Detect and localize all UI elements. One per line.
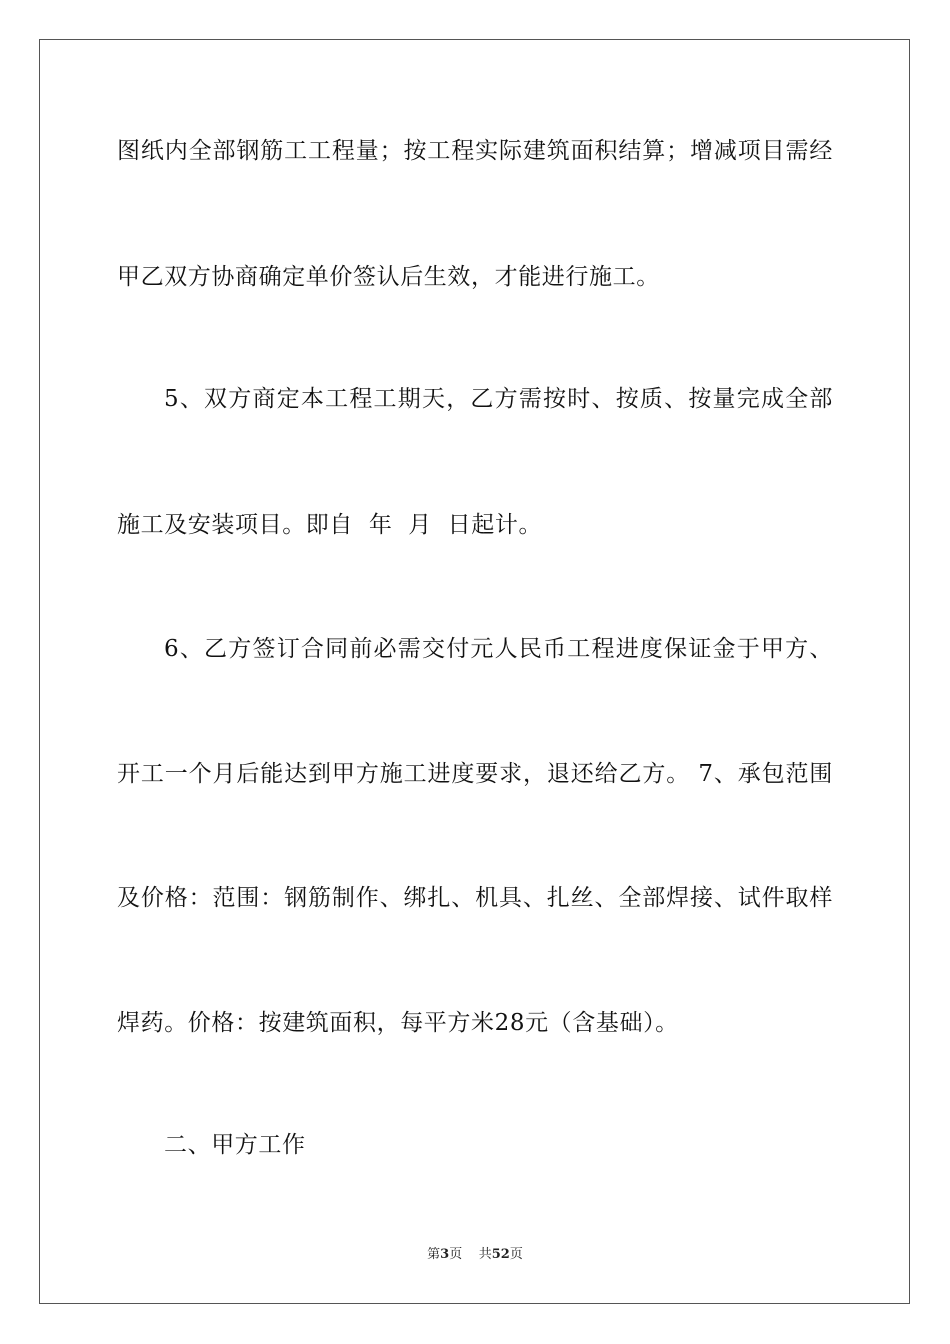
footer-total-suffix: 页 (509, 1247, 523, 1262)
footer-page-prefix: 第 (427, 1247, 441, 1262)
clause-6-line-2: 开工一个月后能达到甲方施工进度要求，退还给乙方。 7、承包范围 (117, 761, 833, 787)
footer-total-pages: 52 (491, 1247, 510, 1262)
paragraph-line-2: 甲乙双方协商确定单价签认后生效，才能进行施工。 (117, 264, 660, 290)
clause-5-line-2: 施工及安装项目。即自 年 月 日起计。 (117, 512, 543, 538)
clause-5-line-1: 5、双方商定本工程工期天，乙方需按时、按质、按量完成全部 (164, 386, 833, 412)
footer-page-suffix: 页 (449, 1247, 463, 1262)
clause-6-line-1: 6、乙方签订合同前必需交付元人民币工程进度保证金于甲方、 (164, 636, 833, 662)
footer-page-number: 3 (440, 1247, 450, 1262)
section-heading-party-a-work: 二、甲方工作 (164, 1132, 306, 1158)
page-frame (39, 39, 910, 1304)
clause-7-line-1: 及价格：范围：钢筋制作、绑扎、机具、扎丝、全部焊接、试件取样 (117, 885, 833, 911)
clause-7-line-2: 焊药。价格：按建筑面积，每平方米28元（含基础）。 (117, 1010, 679, 1036)
paragraph-line-1: 图纸内全部钢筋工工程量；按工程实际建筑面积结算；增减项目需经 (117, 138, 833, 164)
page-footer (0, 1247, 950, 1263)
footer-total-prefix: 共 (478, 1247, 492, 1262)
